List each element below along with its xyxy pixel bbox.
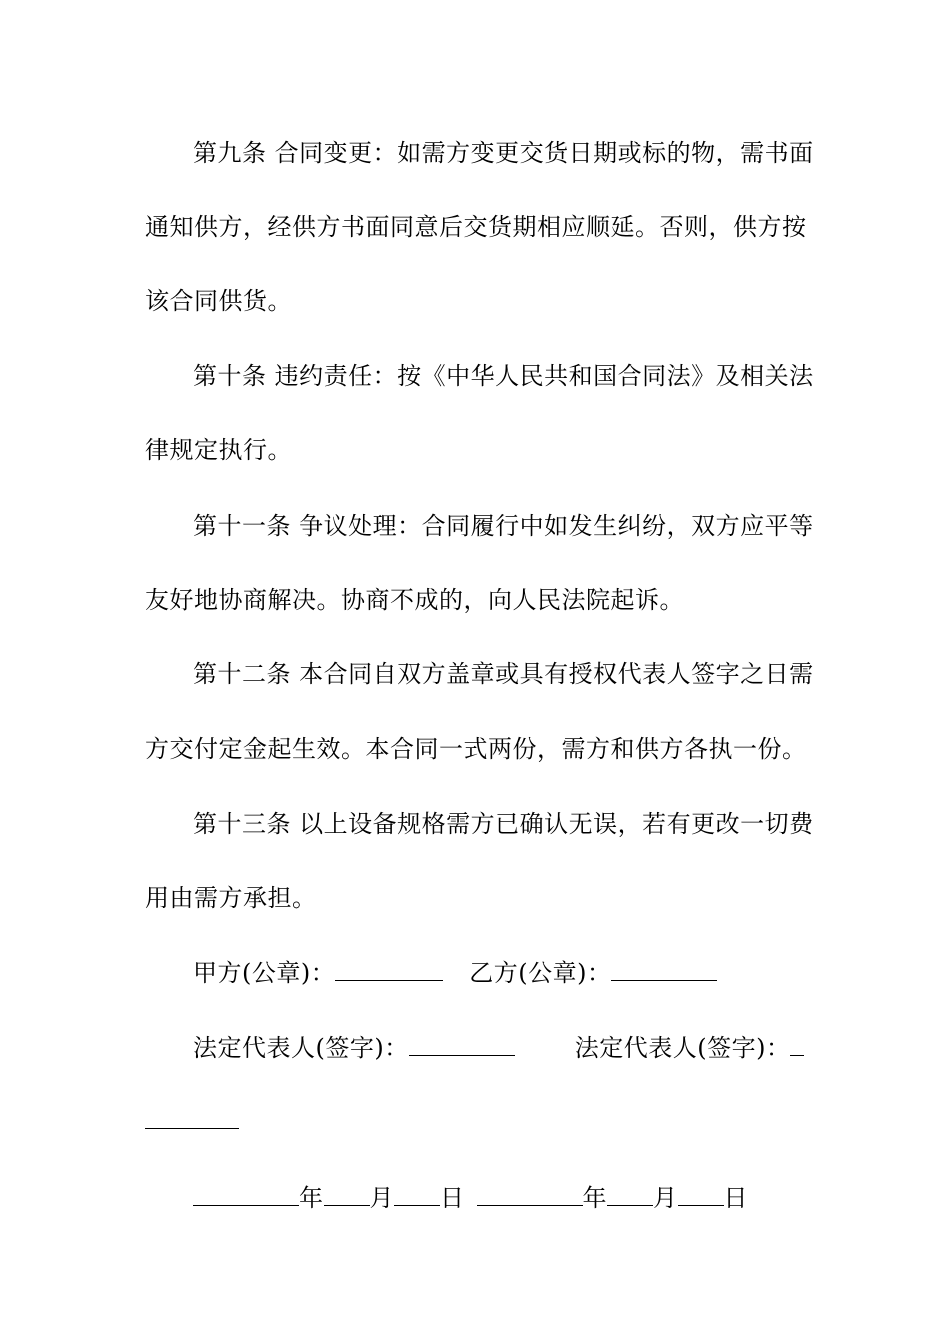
date-a-year-blank[interactable]: [193, 1183, 299, 1206]
date-b-year-blank[interactable]: [477, 1183, 583, 1206]
date-b-month-blank[interactable]: [607, 1183, 653, 1206]
party-a-seal-blank[interactable]: [335, 958, 443, 981]
clause-11-line-1: 第十一条 争议处理：合同履行中如发生纠纷，双方应平等: [193, 512, 814, 540]
date-b-month-label: 月: [653, 1184, 678, 1212]
rep-b-label: 法定代表人(签字)：: [574, 1034, 791, 1062]
date-b-year-label: 年: [582, 1184, 607, 1212]
party-b-seal-blank[interactable]: [611, 958, 717, 981]
date-a-month-label: 月: [369, 1184, 394, 1212]
date-a-day-blank[interactable]: [394, 1183, 440, 1206]
clause-9-line-1: 第九条 合同变更：如需方变更交货日期或标的物，需书面: [193, 139, 814, 167]
date-a-day-label: 日: [440, 1184, 465, 1212]
party-b-seal-label: 乙方(公章)：: [469, 959, 612, 987]
clause-11-line-2: 友好地协商解决。协商不成的，向人民法院起诉。: [145, 586, 684, 614]
legal-rep-row: [193, 1033, 804, 1063]
clause-10-line-2: 律规定执行。: [145, 436, 292, 464]
clause-12-line-2: 方交付定金起生效。本合同一式两份，需方和供方各执一份。: [145, 735, 807, 763]
date-a-month-blank[interactable]: [324, 1183, 370, 1206]
clause-9-line-3: 该合同供货。: [145, 287, 292, 315]
rep-b-signature-continuation: [145, 1106, 239, 1136]
party-seal-row: [193, 958, 717, 988]
rep-b-signature-blank-start[interactable]: [790, 1033, 804, 1056]
rep-a-signature-blank[interactable]: [409, 1033, 515, 1056]
clause-12-line-1: 第十二条 本合同自双方盖章或具有授权代表人签字之日需: [193, 660, 814, 688]
clause-9-line-2: 通知供方，经供方书面同意后交货期相应顺延。否则，供方按: [145, 213, 807, 241]
date-row: [193, 1183, 748, 1213]
rep-b-signature-blank-end[interactable]: [145, 1106, 239, 1129]
clause-13-line-2: 用由需方承担。: [145, 884, 317, 912]
clause-10-line-1: 第十条 违约责任：按《中华人民共和国合同法》及相关法: [193, 362, 814, 390]
party-a-seal-label: 甲方(公章)：: [193, 959, 336, 987]
date-a-year-label: 年: [299, 1184, 324, 1212]
rep-a-label: 法定代表人(签字)：: [193, 1034, 409, 1062]
date-b-day-blank[interactable]: [678, 1183, 724, 1206]
clause-13-line-1: 第十三条 以上设备规格需方已确认无误，若有更改一切费: [193, 810, 814, 838]
date-b-day-label: 日: [723, 1184, 748, 1212]
